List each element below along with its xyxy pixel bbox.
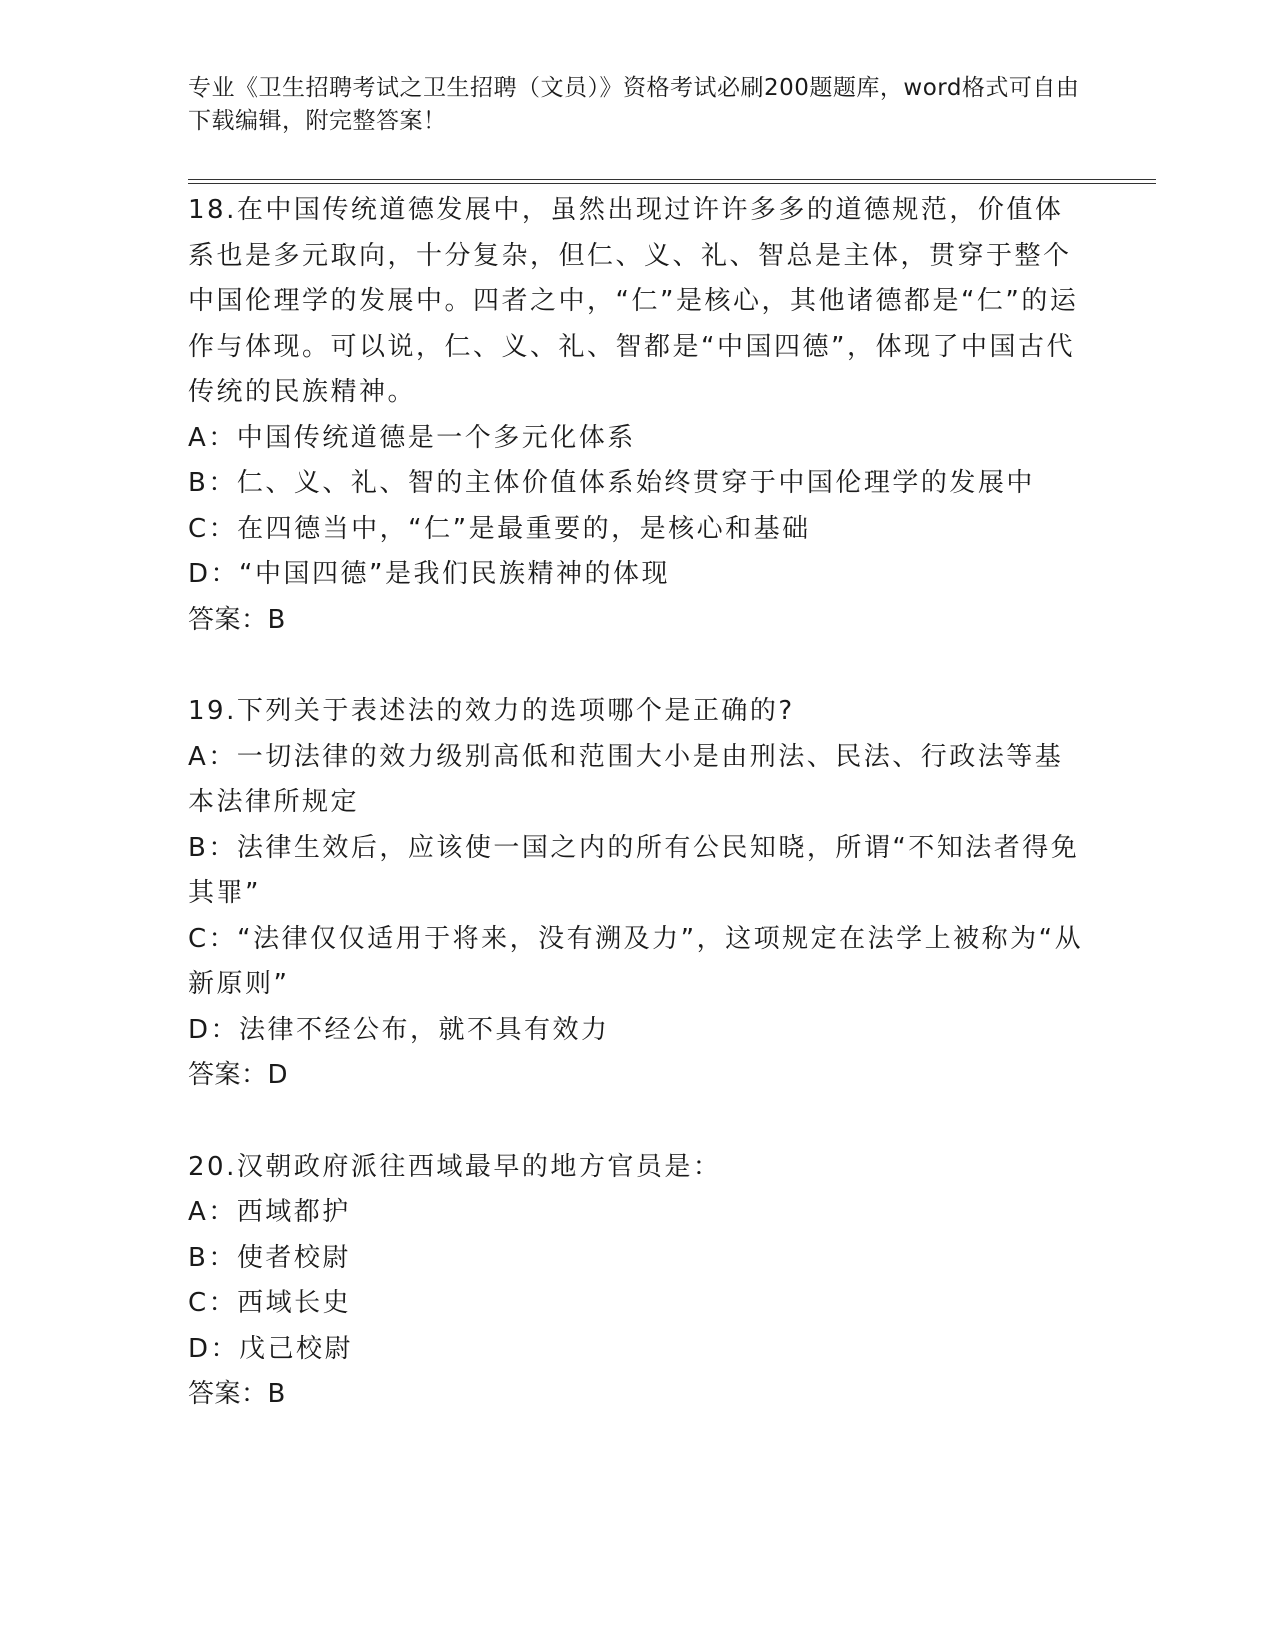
option-b: B：仁、义、礼、智的主体价值体系始终贯穿于中国伦理学的发展中 [188,468,1035,498]
option-a: A：中国传统道德是一个多元化体系 [188,422,636,453]
document-header: 专业《卫生招聘考试之卫生招聘（文员）》资格考试必刷200题题库，word格式可自由下载编辑，附完整答案！ [188,75,1080,134]
option-d: D：法律不经公布，就不具有效力 [188,1014,610,1045]
question-stem: 19.下列关于表述法的效力的选项哪个是正确的? [188,696,795,726]
answer-label: 答案：B [188,604,286,635]
question-19 [188,689,1088,1099]
option-a: A：西域都护 [188,1197,351,1227]
option-b: B：使者校尉 [188,1242,351,1273]
question-list [188,188,1088,1418]
option-d: D：“中国四德”是我们民族精神的体现 [188,559,670,589]
option-b: B：法律生效后，应该使一国之内的所有公民知晓，所谓“不知法者得免其罪” [188,832,1080,908]
question-stem: 20.汉朝政府派往西域最早的地方官员是： [188,1151,722,1182]
question-stem: 18.在中国传统道德发展中，虽然出现过许许多多的道德规范，价值体系也是多元取向，十分复杂，但仁、义、礼、智总是主体，贯穿于整个中国伦理学的发展中。四者之中，“仁”是核心，其他诸德都是“仁”的运作与体现。可以说，仁、义、礼、智都是“中国四德”，体现了中国古代传统的民族精神。 [188,195,1079,407]
option-c: C：西域长史 [188,1288,352,1318]
header-divider-top [188,179,1156,180]
option-c: C：在四德当中，“仁”是最重要的，是核心和基础 [188,513,811,544]
answer-label: 答案：B [188,1379,286,1409]
question-spacer [188,643,1088,689]
option-c: C：“法律仅仅适用于将来，没有溯及力”，这项规定在法学上被称为“从新原则” [188,923,1084,999]
question-spacer [188,1099,1088,1145]
answer-label: 答案：D [188,1060,289,1090]
header-divider-bottom [188,183,1156,184]
question-20 [188,1145,1088,1418]
question-18 [188,188,1088,643]
option-a: A：一切法律的效力级别高低和范围大小是由刑法、民法、行政法等基本法律所规定 [188,741,1064,817]
option-d: D：戊己校尉 [188,1333,354,1364]
